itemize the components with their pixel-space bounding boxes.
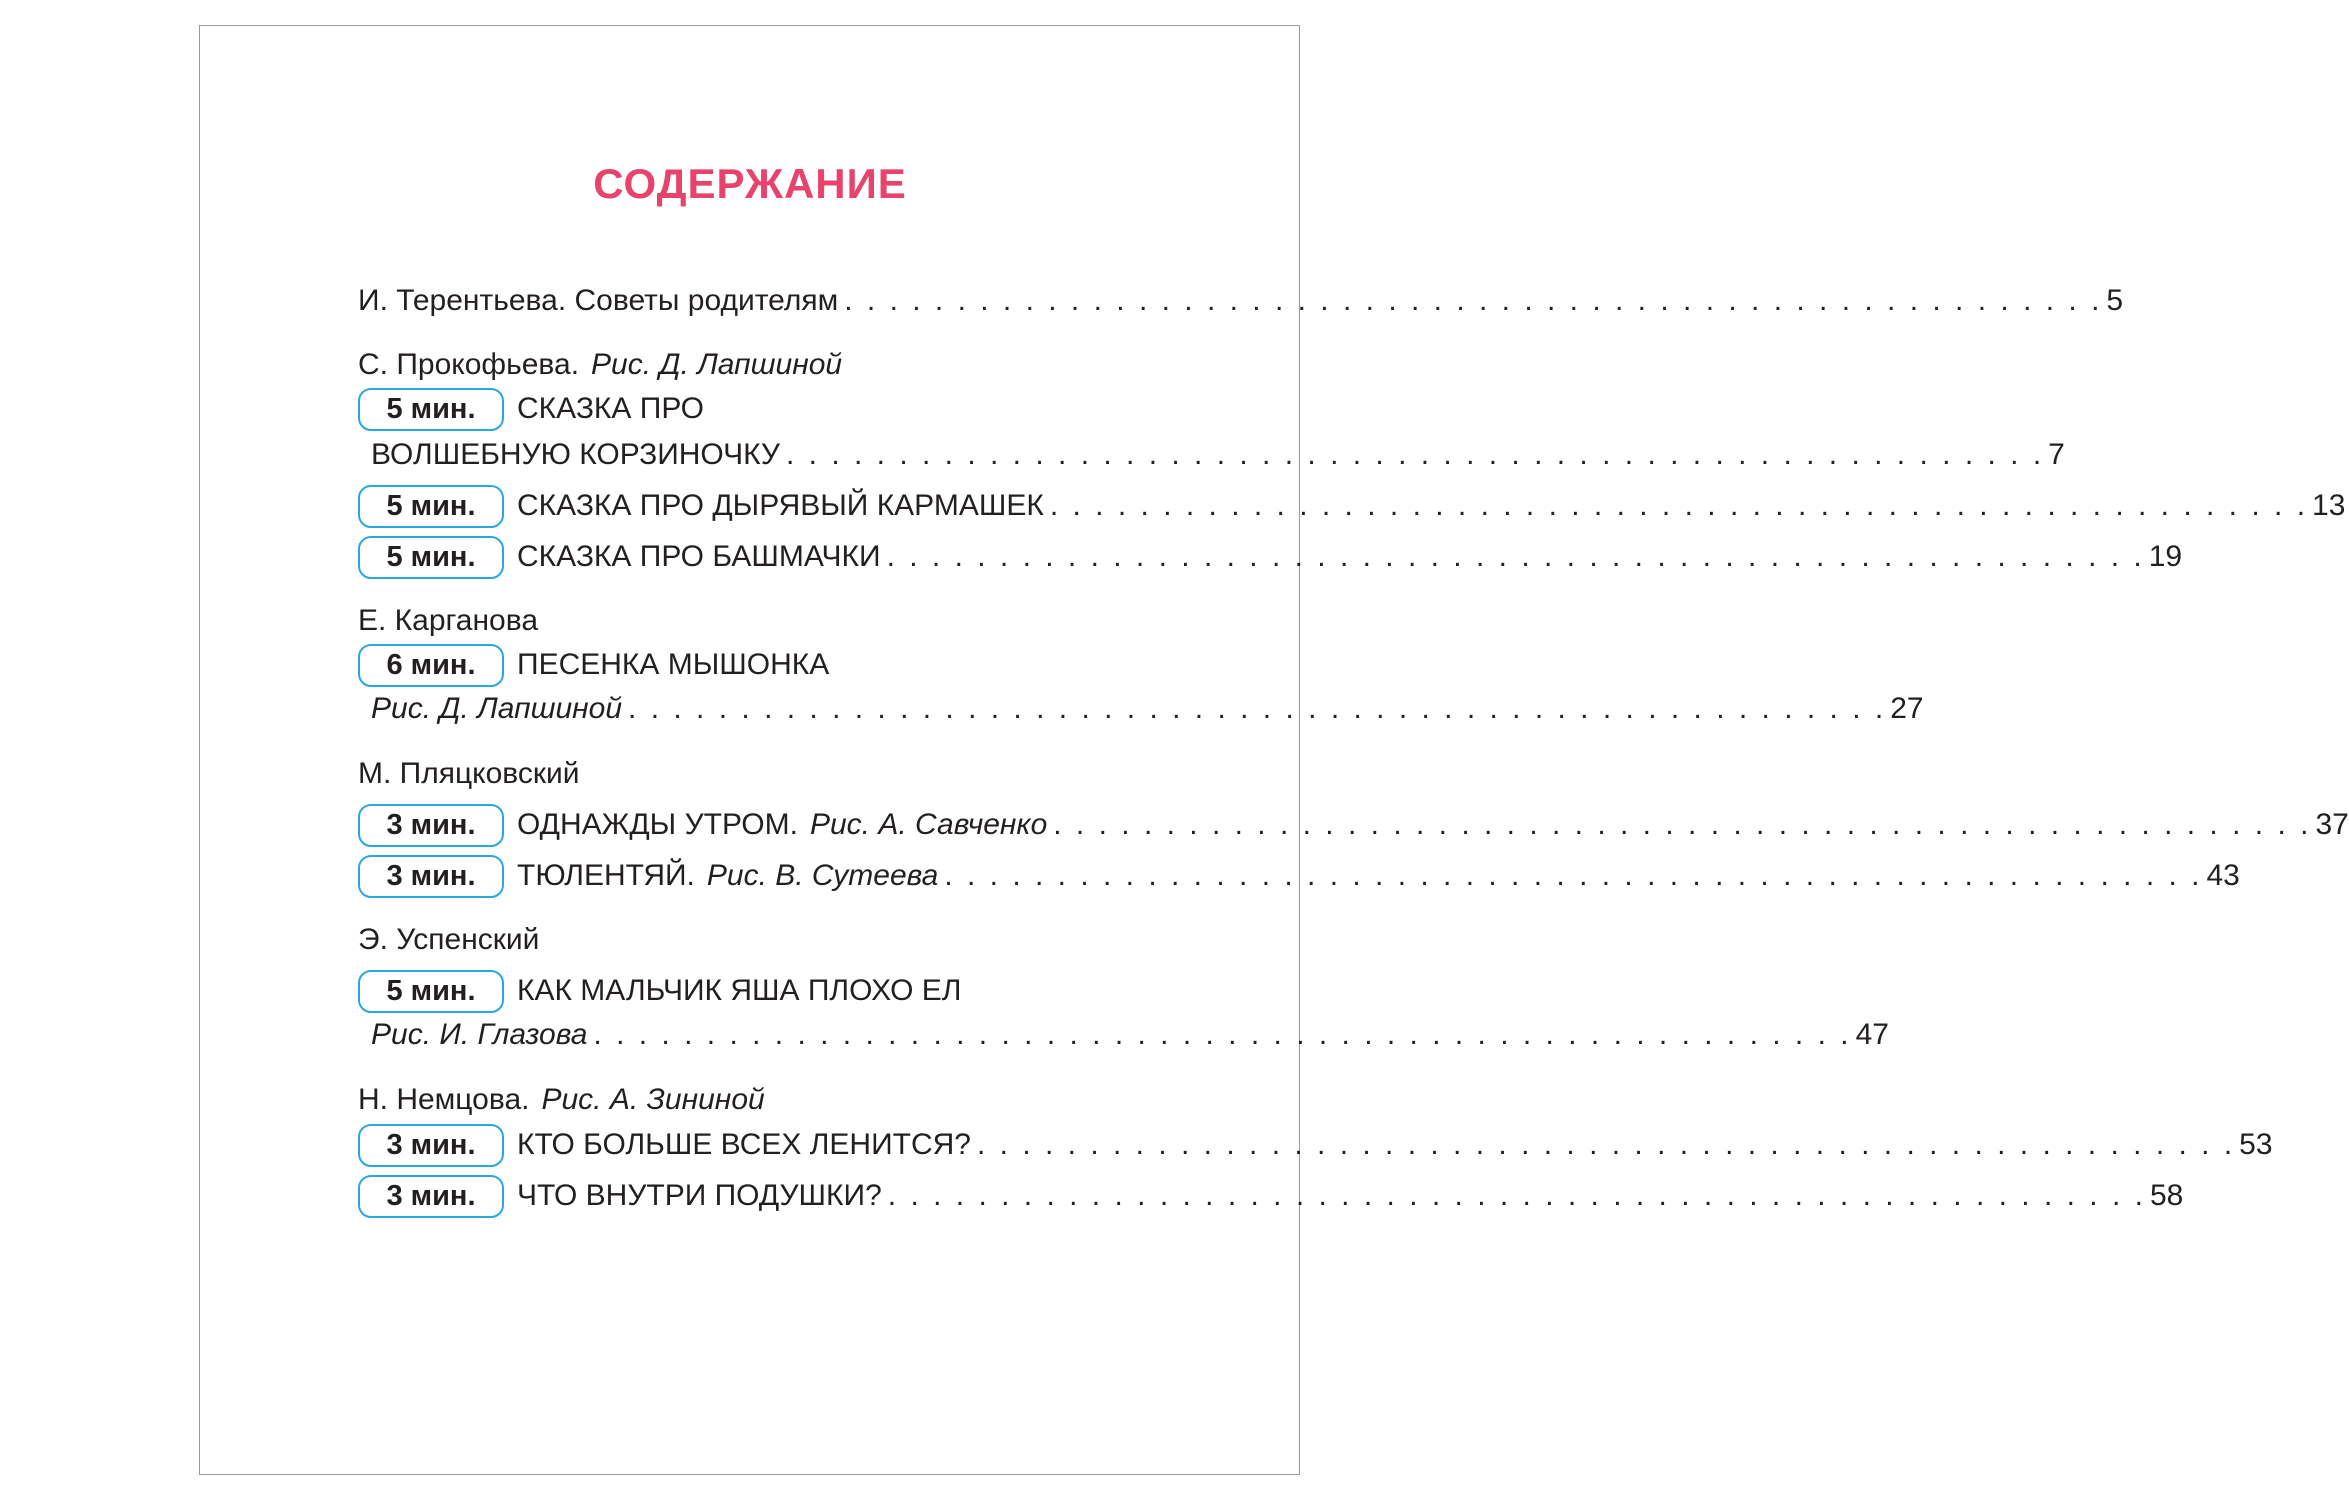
illustrator-credit: Рис. Д. Лапшиной <box>591 348 843 381</box>
illustrator-credit: Рис. И. Глазова <box>371 1018 588 1051</box>
dot-leader: . . . . . . . . . . . . . . . . . . . . . . . . . . . . . . . . . . . . . . . . . . . . . . . . . . . . . . . . <box>886 540 2145 573</box>
reading-time-badge: 5 мин. <box>358 485 504 528</box>
author-name: М. Пляцковский <box>358 757 580 790</box>
reading-time-badge: 6 мин. <box>358 644 504 687</box>
reading-time-badge: 3 мин. <box>358 804 504 847</box>
dot-leader: . . . . . . . . . . . . . . . . . . . . . . . . . . . . . . . . . . . . . . . . . . . . . . . . . . . . . . . . <box>628 692 1887 725</box>
author-heading <box>358 920 1182 960</box>
toc-entry-mouse-song[interactable] <box>358 645 1182 685</box>
book-page <box>199 25 1300 1475</box>
page-number: 5 <box>2106 284 2124 317</box>
reading-time-badge: 3 мин. <box>358 1124 504 1167</box>
entry-title: ПЕСЕНКА МЫШОНКА <box>517 648 830 681</box>
author-name: Н. Немцова. <box>358 1083 530 1116</box>
page-title: СОДЕРЖАНИЕ <box>593 160 907 207</box>
toc-entry-shoes[interactable] <box>358 537 2183 577</box>
illustrator-credit: Рис. А. Зининой <box>541 1083 765 1116</box>
entry-title: ВОЛШЕБНУЮ КОРЗИНОЧКУ <box>371 438 780 471</box>
dot-leader: . . . . . . . . . . . . . . . . . . . . . . . . . . . . . . . . . . . . . . . . . . . . . . . . . . . . . . . . <box>1049 489 2309 522</box>
toc-entry-one-morning[interactable] <box>358 805 2349 845</box>
entry-title: КАК МАЛЬЧИК ЯША ПЛОХО ЕЛ <box>517 974 962 1007</box>
reading-time-badge: 5 мин. <box>358 388 504 431</box>
dot-leader: . . . . . . . . . . . . . . . . . . . . . . . . . . . . . . . . . . . . . . . . . . . . . . . . . . . . . . . . <box>976 1128 2236 1161</box>
entry-title: ТЮЛЕНТЯЙ. <box>517 859 695 892</box>
author-name: Э. Успенский <box>358 923 540 956</box>
author-heading <box>358 345 1182 385</box>
entry-title: КТО БОЛЬШЕ ВСЕХ ЛЕНИТСЯ? <box>517 1128 971 1161</box>
author-name: Е. Карганова <box>358 604 539 637</box>
page-number: 37 <box>2315 808 2349 841</box>
dot-leader: . . . . . . . . . . . . . . . . . . . . . . . . . . . . . . . . . . . . . . . . . . . . . . . . . . . . . . . . <box>593 1018 1852 1051</box>
entry-title: ЧТО ВНУТРИ ПОДУШКИ? <box>517 1179 882 1212</box>
reading-time-badge: 3 мин. <box>358 855 504 898</box>
entry-title: И. Терентьева. Советы родителям <box>358 284 839 317</box>
entry-title: ОДНАЖДЫ УТРОМ. <box>517 808 798 841</box>
toc-entry-pillow[interactable] <box>358 1176 2184 1216</box>
page-number: 27 <box>1890 692 1924 725</box>
page-number: 7 <box>2048 438 2065 471</box>
toc-entry-yasha-cont[interactable] <box>358 1015 1889 1055</box>
entry-title: СКАЗКА ПРО <box>517 392 705 425</box>
toc-entry-lazy[interactable] <box>358 1125 2273 1165</box>
page-number: 13 <box>2312 489 2346 522</box>
page-number: 19 <box>2148 540 2183 573</box>
page-number: 58 <box>2149 1179 2184 1212</box>
reading-time-badge: 5 мин. <box>358 970 504 1013</box>
illustrator-credit: Рис. Д. Лапшиной <box>371 692 623 725</box>
dot-leader: . . . . . . . . . . . . . . . . . . . . . . . . . . . . . . . . . . . . . . . . . . . . . . . . . . . . . . . . <box>785 438 2045 471</box>
illustrator-credit: Рис. В. Сутеева <box>706 859 939 892</box>
reading-time-badge: 5 мин. <box>358 536 504 579</box>
toc-entry-yasha[interactable] <box>358 971 1182 1011</box>
toc-entry-pocket[interactable] <box>358 486 2346 526</box>
dot-leader: . . . . . . . . . . . . . . . . . . . . . . . . . . . . . . . . . . . . . . . . . . . . . . . . . . . . . . . . <box>844 284 2103 317</box>
toc-entry-tyulentyay[interactable] <box>358 856 2240 896</box>
author-heading <box>358 601 1182 641</box>
dot-leader: . . . . . . . . . . . . . . . . . . . . . . . . . . . . . . . . . . . . . . . . . . . . . . . . . . . . . . . . <box>944 859 2203 892</box>
author-heading <box>358 1080 1182 1120</box>
author-heading <box>358 754 1182 794</box>
toc-entry-basket[interactable] <box>358 389 1182 429</box>
reading-time-badge: 3 мин. <box>358 1175 504 1218</box>
page-number: 47 <box>1855 1018 1889 1051</box>
dot-leader: . . . . . . . . . . . . . . . . . . . . . . . . . . . . . . . . . . . . . . . . . . . . . . . . . . . . . . . . <box>1053 808 2312 841</box>
toc-entry-basket-cont[interactable] <box>358 435 2065 475</box>
page-number: 43 <box>2206 859 2240 892</box>
page-number: 53 <box>2239 1128 2273 1161</box>
toc-entry-mouse-song-cont[interactable] <box>358 689 1924 729</box>
entry-title: СКАЗКА ПРО БАШМАЧКИ <box>517 540 881 573</box>
illustrator-credit: Рис. А. Савченко <box>809 808 1048 841</box>
dot-leader: . . . . . . . . . . . . . . . . . . . . . . . . . . . . . . . . . . . . . . . . . . . . . . . . . . . . . . . . <box>887 1179 2146 1212</box>
entry-title: СКАЗКА ПРО ДЫРЯВЫЙ КАРМАШЕК <box>517 489 1044 522</box>
toc-entry-advice[interactable] <box>358 281 2124 321</box>
author-name: С. Прокофьева. <box>358 348 580 381</box>
